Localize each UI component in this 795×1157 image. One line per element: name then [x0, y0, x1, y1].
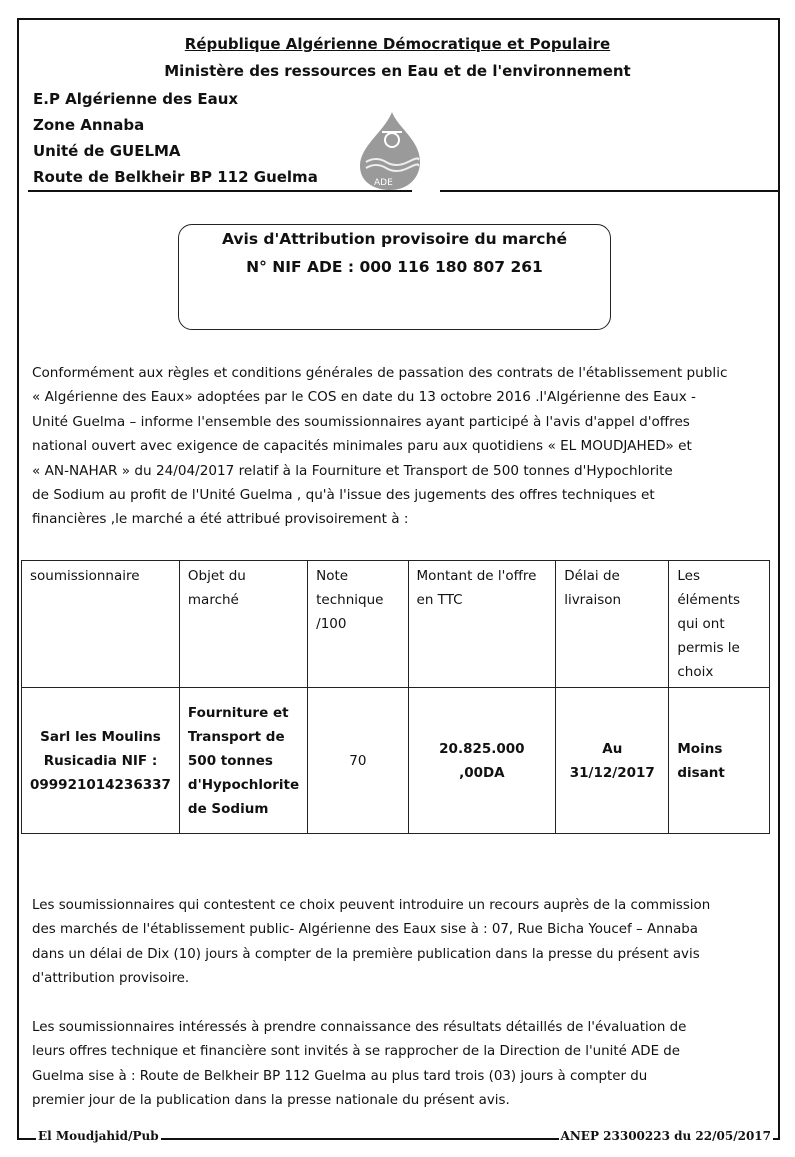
cell-score: 70	[308, 688, 408, 834]
intro-line: « Algérienne des Eaux» adoptées par le COS en date du 13 octobre 2016 .l'Algérienne des Eaux -	[32, 389, 696, 406]
table-row	[22, 688, 770, 834]
recourse-line: d'attribution provisoire.	[32, 971, 190, 987]
details-line: leurs offres technique et financière sont invités à se rapprocher de la Direction de l'unité ADE de	[32, 1044, 681, 1060]
details-paragraph	[32, 1016, 768, 1114]
cell-amount: 20.825.000 ,00DA	[408, 688, 556, 834]
notice-title: Avis d'Attribution provisoire du marché	[221, 230, 568, 248]
recourse-line: Les soumissionnaires qui contestent ce choix peuvent introduire un recours auprès de la commission	[32, 898, 711, 913]
intro-line: de Sodium au profit de l'Unité Guelma , qu'à l'issue des jugements des offres techniques et	[32, 487, 655, 504]
org-line-address: Route de Belkheir BP 112 Guelma	[33, 168, 318, 186]
header-rule-right	[440, 190, 778, 192]
footer-reference: ANEP 23300223 du 22/05/2017	[560, 1129, 771, 1143]
logo-text: ADE	[374, 178, 393, 188]
notice-box	[178, 224, 611, 330]
ade-logo	[354, 110, 424, 190]
header-bidder: soumissionnaire	[22, 561, 180, 688]
intro-line: « AN-NAHAR » du 24/04/2017 relatif à la Fourniture et Transport de 500 tonnes d'Hypochlorite	[32, 462, 673, 479]
footer-publication: El Moudjahid/Pub	[38, 1129, 159, 1143]
header-reason: Les éléments qui ont permis le choix	[669, 561, 770, 688]
org-line-unit: Unité de GUELMA	[33, 142, 181, 160]
ministry-heading: Ministère des ressources en Eau et de l'environnement	[164, 62, 631, 80]
header-delay: Délai de livraison	[556, 561, 669, 688]
org-line-company: E.P Algérienne des Eaux	[33, 90, 239, 108]
recourse-line: des marchés de l'établissement public- Algérienne des Eaux sise à : 07, Rue Bicha Youcef – Annaba	[32, 922, 698, 938]
intro-line: financières ,le marché a été attribué provisoirement à :	[32, 511, 409, 528]
details-line: Les soumissionnaires intéressés à prendre connaissance des résultats détaillés de l'évaluation de	[32, 1020, 687, 1035]
details-line: premier jour de la publication dans la presse nationale du présent avis.	[32, 1093, 510, 1109]
cell-bidder: Sarl les Moulins Rusicadia NIF : 099921014236337	[22, 688, 180, 834]
intro-line: Unité Guelma – informe l'ensemble des soumissionnaires ayant participé à l'avis d'appel d'offres	[32, 413, 690, 430]
cell-reason: Moins disant	[669, 688, 770, 834]
republic-heading: République Algérienne Démocratique et Populaire	[184, 35, 611, 53]
intro-line: national ouvert avec exigence de capacités minimales paru aux quotidiens « EL MOUDJAHED» et	[32, 438, 692, 455]
header-score: Note technique /100	[308, 561, 408, 688]
header-rule-left	[28, 190, 412, 192]
header-amount: Montant de l'offre en TTC	[408, 561, 556, 688]
recourse-line: dans un délai de Dix (10) jours à compter de la première publication dans la presse du présent avis	[32, 946, 700, 962]
recourse-paragraph	[32, 894, 768, 992]
org-line-zone: Zone Annaba	[33, 116, 145, 134]
details-line: Guelma sise à : Route de Belkheir BP 112 Guelma au plus tard trois (03) jours à compter du	[32, 1068, 648, 1084]
cell-delay: Au 31/12/2017	[556, 688, 669, 834]
header-object: Objet du marché	[179, 561, 307, 688]
intro-paragraph	[32, 361, 768, 532]
table-header-row	[22, 561, 770, 688]
notice-nif: N° NIF ADE : 000 116 180 807 261	[246, 258, 543, 276]
award-table	[21, 560, 770, 834]
intro-line: Conformément aux règles et conditions générales de passation des contrats de l'établissement public	[32, 365, 728, 381]
cell-object: Fourniture et Transport de 500 tonnes d'Hypochlorite de Sodium	[179, 688, 307, 834]
